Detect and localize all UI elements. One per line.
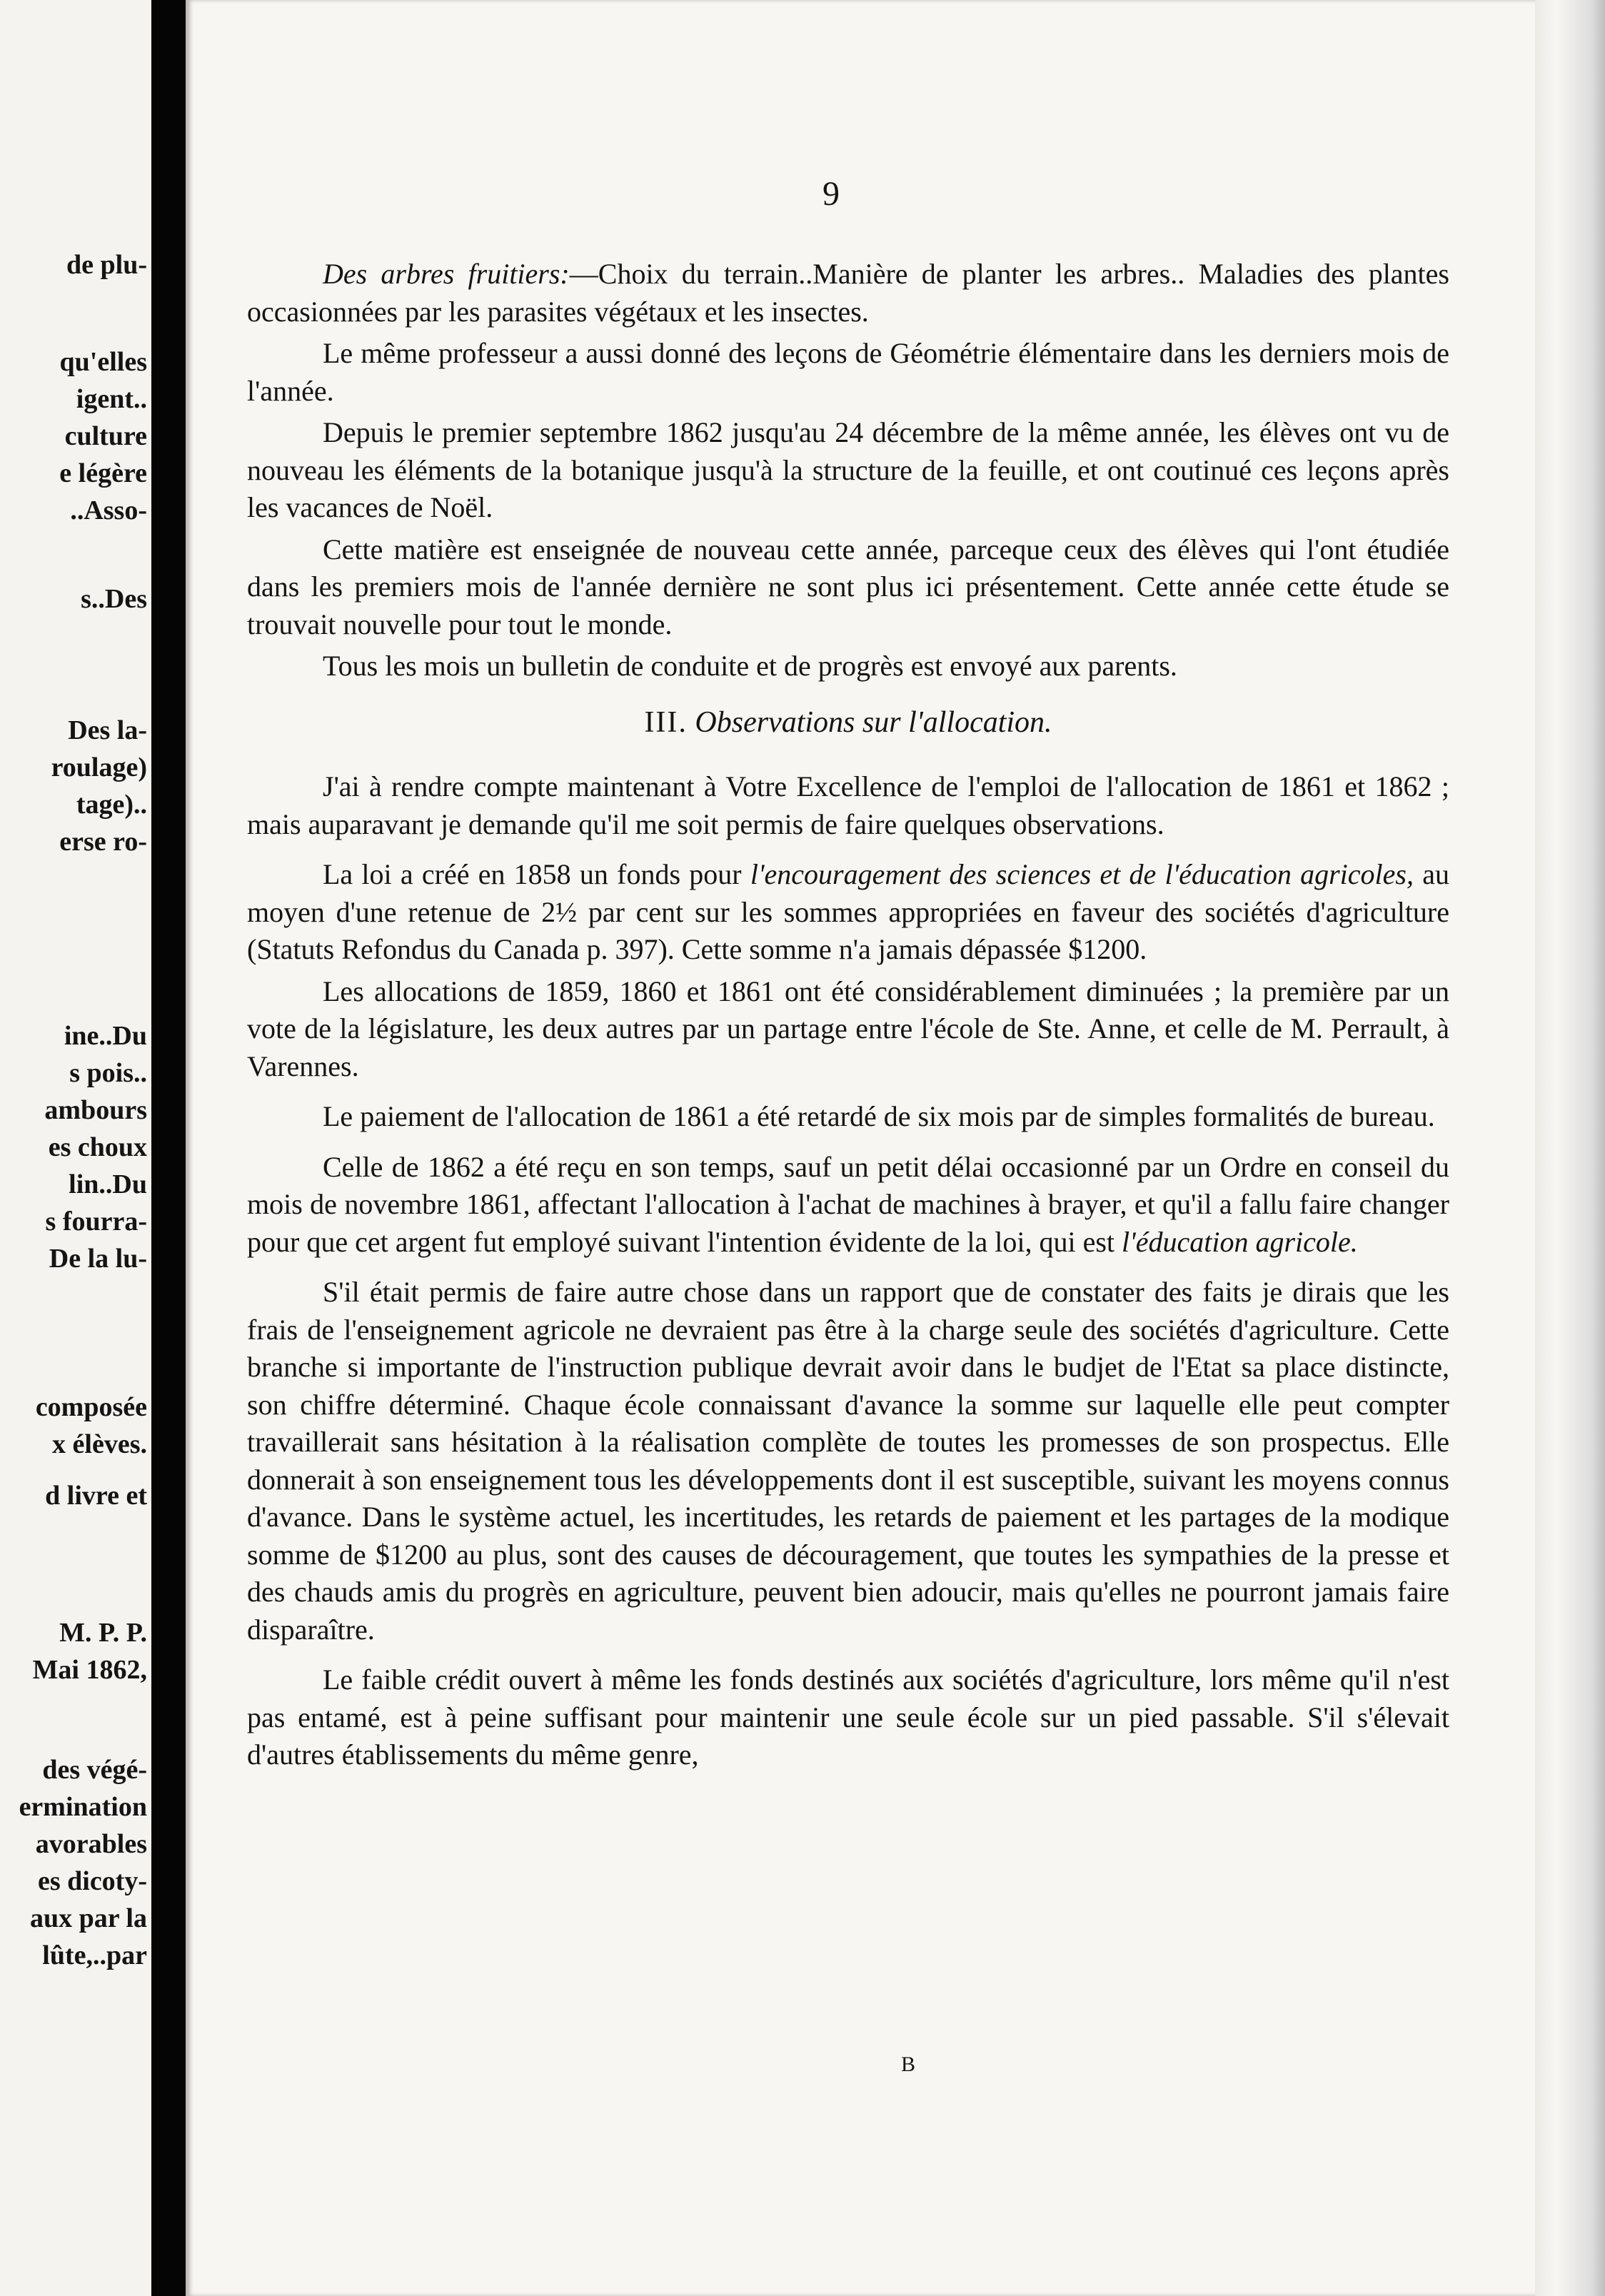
paragraph: La loi a créé en 1858 un fonds pour l'encouragement des sciences et de l'éducation agricoles, au moyen d'une retenue de 2½ par cent sur les sommes appropriées en faveur des sociétés d'agriculture (Statuts Refondus du Canada p. 397). Cette somme n'a jamais dépassée $1200.: [247, 858, 1449, 965]
left-fragment: aux par la: [29, 1903, 147, 1933]
left-fragment: avorables: [35, 1829, 147, 1859]
left-fragment: ine..Du: [64, 1021, 147, 1051]
left-fragment: De la lu-: [49, 1244, 147, 1274]
left-fragment: M. P. P.: [59, 1618, 147, 1648]
section-heading: [247, 704, 1449, 742]
left-fragment: s pois..: [69, 1058, 147, 1088]
paragraph: Le même professeur a aussi donné des leçons de Géométrie élémentaire dans les derniers mois de l'année.: [247, 337, 1449, 407]
left-fragment: igent..: [76, 384, 147, 414]
left-fragment: es dicoty-: [37, 1866, 147, 1896]
paragraph: J'ai à rendre compte maintenant à Votre Excellence de l'emploi de l'allocation de 1861 et 1862 ; mais auparavant je demande qu'il me soit permis de faire quelques observations.: [247, 770, 1449, 840]
left-fragment: Des la-: [68, 715, 147, 745]
left-fragment: e légère: [59, 458, 147, 488]
paragraph: Tous les mois un bulletin de conduite et de progrès est envoyé aux parents.: [323, 650, 1177, 682]
signature-mark: B: [901, 2053, 916, 2076]
left-fragment: culture: [64, 421, 147, 451]
left-fragment: es choux: [48, 1132, 147, 1162]
paragraph: Le faible crédit ouvert à même les fonds destinés aux sociétés d'agriculture, lors même qu'il n'est pas entamé, est à peine suffisant pour maintenir une seule école sur un pied passable. S'il s'élevait d'autres établissements du même genre,: [247, 1663, 1449, 1771]
section-number: III.: [644, 705, 688, 739]
italic-phrase: Des arbres fruitiers:: [323, 258, 570, 290]
page-number: 9: [822, 175, 840, 213]
body-text: [247, 256, 1449, 1774]
left-fragment: composée: [35, 1392, 147, 1422]
left-fragment: d livre et: [45, 1481, 147, 1511]
paragraph: Le paiement de l'allocation de 1861 a été retardé de six mois par de simples formalités de bureau.: [323, 1100, 1435, 1132]
left-fragment: lûte,..par: [42, 1940, 147, 1970]
left-fragment: roulage): [51, 752, 147, 782]
left-fragment: tage)..: [76, 790, 147, 820]
book-gutter: [151, 0, 186, 2296]
left-fragment: lin..Du: [69, 1169, 147, 1199]
left-fragment: ambours: [44, 1095, 147, 1125]
section-title: Observations sur l'allocation.: [695, 705, 1052, 739]
paragraph: S'il était permis de faire autre chose dans un rapport que de constater des faits je dirais que les frais de l'enseignement agricole ne devraient pas être à la charge seule des sociétés d'agriculture. Cette branche si importante de l'instruction publique devrait avoir dans le budjet de l'Etat sa place distincte, son chiffre déterminé. Chaque école connaissant d'avance la somme sur laquelle elle peut compter travaillerait sans hésitation à la réalisation complète de toutes les promesses de son prospectus. Elle donnerait à son enseignement tous les développements dont il est susceptible, suivant les moyens connus d'avance. Dans le système actuel, les incertitudes, les retards de paiement et les partages de la modique somme de $1200 au plus, sont des causes de découragement, que toutes les sympathies de la presse et des chauds amis du progrès en agriculture, peuvent bien adoucir, mais qu'elles ne pourront jamais faire disparaître.: [247, 1276, 1449, 1646]
left-fragment: x élèves.: [52, 1429, 147, 1459]
left-fragment: de plu-: [66, 250, 147, 280]
paragraph: Depuis le premier septembre 1862 jusqu'au 24 décembre de la même année, les élèves ont vu de nouveau les éléments de la botanique jusqu'à la structure de la feuille, et ont coutinué ces leçons après les vacances de Noël.: [247, 416, 1449, 523]
paragraph: Cette matière est enseignée de nouveau cette année, parceque ceux des élèves qui l'ont étudiée dans les premiers mois de l'année dernière ne sont plus ici présentement. Cette année cette étude se trouvait nouvelle pour tout le monde.: [247, 533, 1449, 640]
paragraph: Des arbres fruitiers:—Choix du terrain..Manière de planter les arbres.. Maladies des plantes occasionnées par les parasites végétaux et les insectes.: [247, 258, 1449, 328]
italic-phrase: l'éducation agricole.: [1122, 1225, 1358, 1258]
italic-phrase: l'encouragement des sciences et de l'éducation agricoles,: [750, 858, 1414, 890]
left-fragment: ermination: [19, 1792, 147, 1822]
left-fragment: s..Des: [81, 584, 147, 614]
left-fragment: des végé-: [42, 1755, 147, 1785]
paragraph: Les allocations de 1859, 1860 et 1861 ont été considérablement diminuées ; la première par un vote de la législature, les deux autres par un partage entre l'école de Ste. Anne, et celle de M. Perrault, à Varennes.: [247, 975, 1449, 1082]
left-fragment: Mai 1862,: [32, 1655, 147, 1685]
paragraph: Celle de 1862 a été reçu en son temps, sauf un petit délai occasionné par un Ordre en conseil du mois de novembre 1861, affectant l'allocation à l'achat de machines à brayer, et qu'il a fallu faire changer pour que cet argent fut employé suivant l'intention évidente de la loi, qui est l'éducation agricole.: [247, 1150, 1449, 1258]
left-fragment: erse ro-: [59, 827, 147, 857]
page-edge: [1535, 0, 1605, 2296]
left-fragment: s fourra-: [45, 1207, 147, 1237]
facing-page-fragment: [0, 0, 151, 2296]
left-fragment: ..Asso-: [70, 495, 147, 525]
left-fragment: qu'elles: [59, 347, 147, 377]
